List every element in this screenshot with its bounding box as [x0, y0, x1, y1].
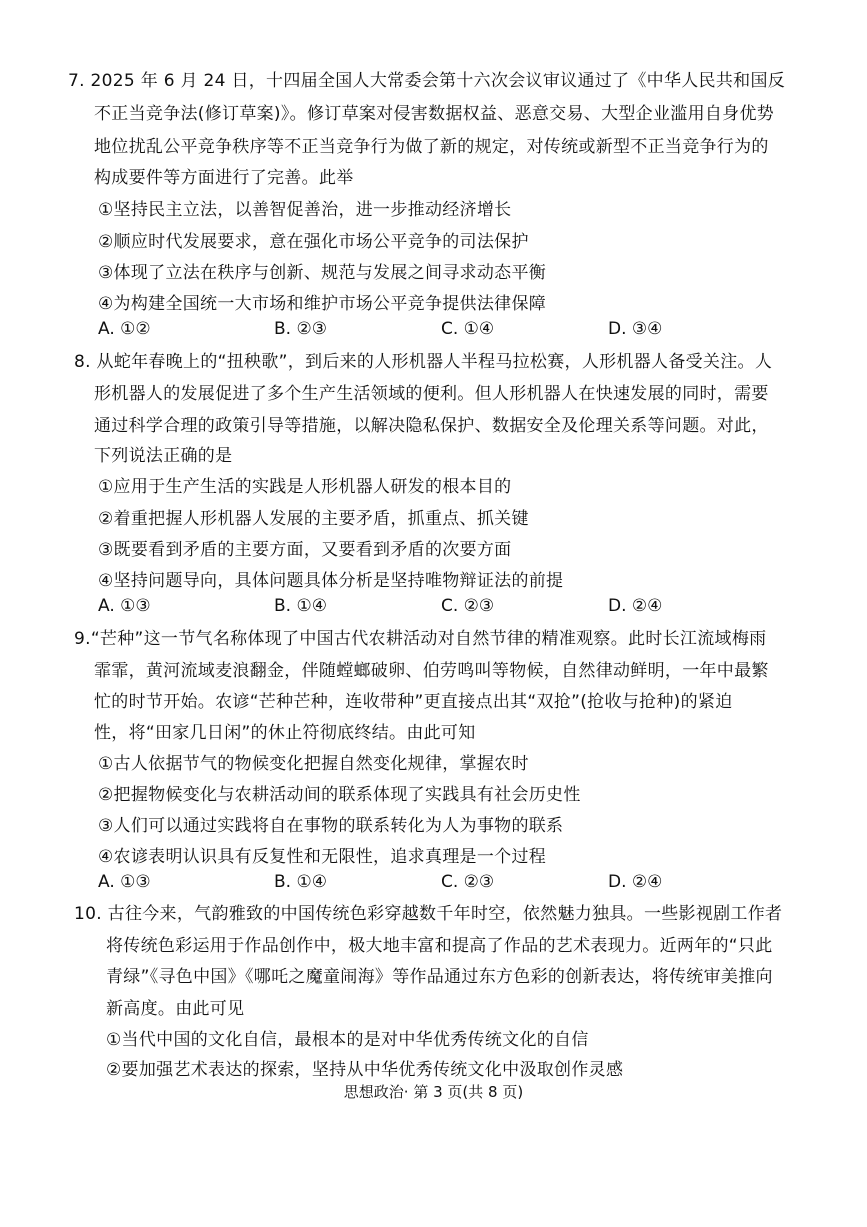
q9-option-a: A. ①③ [98, 872, 151, 892]
q8-item-1: ①应用于生产生活的实践是人形机器人研发的根本目的 [98, 477, 512, 497]
q8-item-2: ②着重把握人形机器人发展的主要矛盾，抓重点、抓关键 [98, 509, 529, 529]
q8-stem-line-2: 形机器人的发展促进了多个生产生活领域的便利。但人形机器人在快速发展的同时，需要 [94, 384, 769, 404]
q7-option-a: A. ①② [98, 319, 151, 339]
q7-option-c: C. ①④ [441, 319, 495, 339]
q7-option-b: B. ②③ [274, 319, 327, 339]
q7-item-4: ④为构建全国统一大市场和维护市场公平竞争提供法律保障 [98, 294, 547, 314]
q9-stem-line-4: 性，将“田家几日闲”的休止符彻底终结。由此可知 [94, 723, 476, 743]
q7-options [98, 318, 718, 340]
q9-item-1: ①古人依据节气的物候变化把握自然变化规律，掌握农时 [98, 754, 529, 774]
q8-option-a: A. ①③ [98, 596, 151, 616]
q9-item-3: ③人们可以通过实践将自在事物的联系转化为人为事物的联系 [98, 816, 564, 836]
q9-stem-line-2: 霏霏，黄河流域麦浪翻金，伴随螳螂破卵、伯劳鸣叫等物候，自然律动鲜明，一年中最繁 [94, 661, 769, 681]
q8-option-b: B. ①④ [274, 596, 327, 616]
q9-option-b: B. ①④ [274, 872, 327, 892]
q7-stem-line-1: 7. 2025 年 6 月 24 日，十四届全国人大常委会第十六次会议审议通过了《中华人民共和国反 [68, 71, 786, 91]
q9-item-2: ②把握物候变化与农耕活动间的联系体现了实践具有社会历史性 [98, 785, 581, 805]
q10-stem-line-4: 新高度。由此可见 [106, 999, 245, 1019]
q8-stem-line-1: 8. 从蛇年春晚上的“扭秧歌”，到后来的人形机器人半程马拉松赛，人形机器人备受关注。人 [74, 352, 773, 372]
q7-option-d: D. ③④ [608, 319, 663, 339]
q8-option-d: D. ②④ [608, 596, 663, 616]
page-footer: 思想政治· 第 3 页(共 8 页) [343, 1083, 524, 1101]
q9-options [98, 871, 718, 893]
q8-item-4: ④坚持问题导向，具体问题具体分析是坚持唯物辩证法的前提 [98, 571, 564, 591]
q7-stem-line-2: 不正当竞争法(修订草案)》。修订草案对侵害数据权益、恶意交易、大型企业滥用自身优势 [94, 104, 775, 124]
q7-item-1: ①坚持民主立法，以善智促善治，进一步推动经济增长 [98, 200, 512, 220]
q10-stem-line-3: 青绿”《寻色中国》《哪吒之魔童闹海》等作品通过东方色彩的创新表达，将传统审美推向 [106, 967, 773, 987]
q10-item-1: ①当代中国的文化自信，最根本的是对中华优秀传统文化的自信 [106, 1030, 589, 1050]
q9-stem-line-1: 9.“芒种”这一节气名称体现了中国古代农耕活动对自然节律的精准观察。此时长江流域梅雨 [74, 629, 767, 649]
q10-stem-line-2: 将传统色彩运用于作品创作中，极大地丰富和提高了作品的艺术表现力。近两年的“只此 [106, 936, 773, 956]
q7-stem-line-4: 构成要件等方面进行了完善。此举 [94, 168, 354, 188]
q8-item-3: ③既要看到矛盾的主要方面，又要看到矛盾的次要方面 [98, 540, 512, 560]
q7-stem-line-3: 地位扰乱公平竞争秩序等不正当竞争行为做了新的规定，对传统或新型不正当竞争行为的 [94, 137, 769, 157]
q9-option-c: C. ②③ [441, 872, 495, 892]
q9-option-d: D. ②④ [608, 872, 663, 892]
q7-item-2: ②顺应时代发展要求，意在强化市场公平竞争的司法保护 [98, 232, 529, 252]
q7-item-3: ③体现了立法在秩序与创新、规范与发展之间寻求动态平衡 [98, 263, 547, 283]
q8-option-c: C. ②③ [441, 596, 495, 616]
q8-stem-line-4: 下列说法正确的是 [94, 446, 233, 466]
q9-stem-line-3: 忙的时节开始。农谚“芒种芒种，连收带种”更直接点出其“双抢”(抢收与抢种)的紧迫 [94, 692, 733, 712]
q9-item-4: ④农谚表明认识具有反复性和无限性，追求真理是一个过程 [98, 847, 547, 867]
q8-options [98, 595, 718, 617]
q10-item-2: ②要加强艺术表达的探索，坚持从中华优秀传统文化中汲取创作灵感 [106, 1060, 624, 1080]
q10-stem-line-1: 10. 古往今来，气韵雅致的中国传统色彩穿越数千年时空，依然魅力独具。一些影视剧工作者 [74, 904, 783, 924]
q8-stem-line-3: 通过科学合理的政策引导等措施，以解决隐私保护、数据安全及伦理关系等问题。对此， [94, 416, 769, 436]
